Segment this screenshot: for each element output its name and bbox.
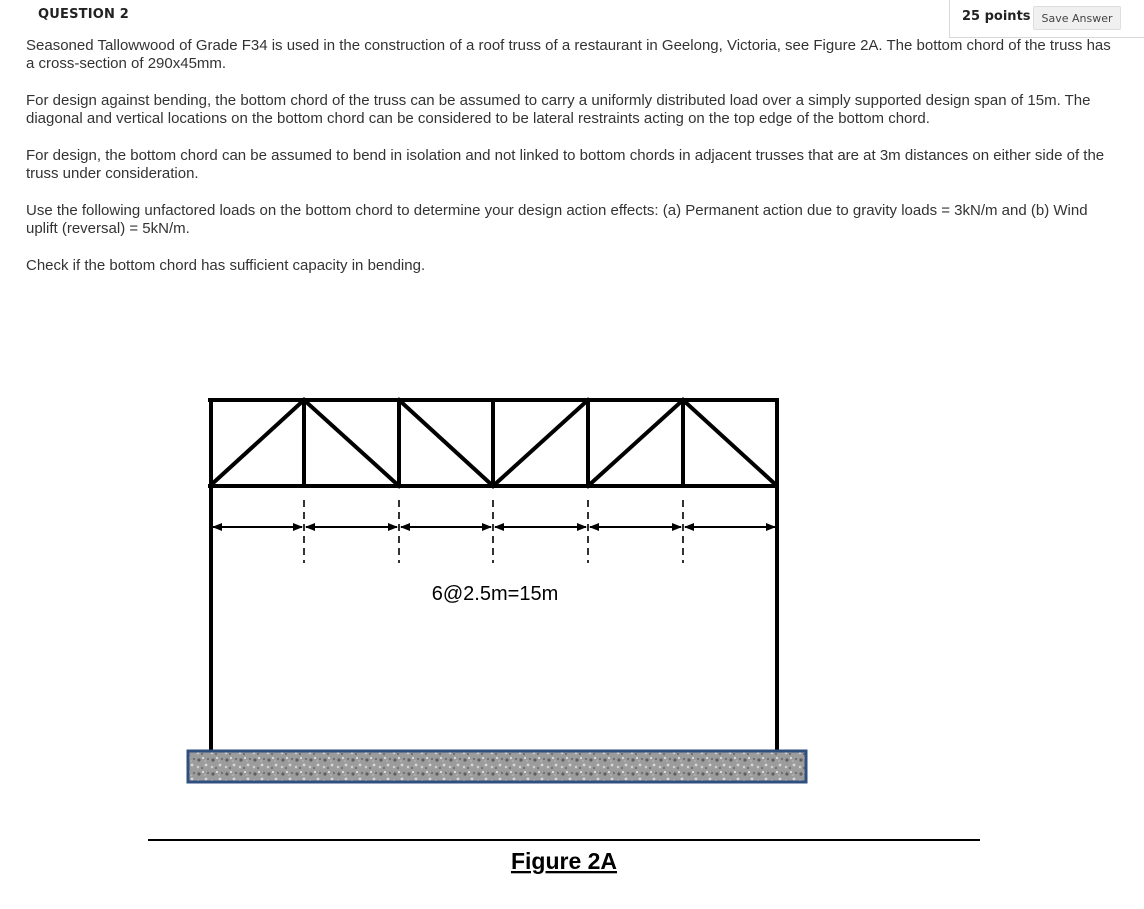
dimension-label: 6@2.5m=15m <box>431 583 559 605</box>
question-paragraph: Seasoned Tallowwood of Grade F34 is used in the construction of a roof truss of a restaurant in Geelong, Victoria, see Figure 2A. The bottom chord of the truss has a cross-section of 290x45mm. <box>26 37 1111 72</box>
ground-slab <box>188 751 806 782</box>
dimension-ticks <box>304 500 683 563</box>
figure-caption: Figure 2A <box>510 848 618 874</box>
truss-diagonal <box>683 400 775 484</box>
truss-diagonal <box>212 400 304 484</box>
points-label: 25 points <box>962 9 1031 24</box>
question-paragraph: For design, the bottom chord can be assumed to bend in isolation and not linked to bottom chords in adjacent trusses that are at 3m distances on either side of the truss under consideration. <box>26 147 1105 182</box>
truss-diagonal <box>588 400 683 486</box>
truss <box>210 400 777 486</box>
question-title: QUESTION 2 <box>38 7 130 22</box>
question-paragraph: Check if the bottom chord has sufficient capacity in bending. <box>26 257 426 274</box>
truss-diagonal <box>304 400 399 486</box>
truss-diagonal <box>493 400 588 486</box>
question-paragraph: Use the following unfactored loads on the bottom chord to determine your design action effects: (a) Permanent action due to gravity loads = 3kN/m and (b) Wind uplift (reversal) = 5kN/m. <box>26 202 1088 237</box>
save-answer-button[interactable]: Save Answer <box>1033 6 1121 30</box>
truss-diagonal <box>399 400 493 486</box>
question-paragraph: For design against bending, the bottom chord of the truss can be assumed to carry a uniformly distributed load over a simply supported design span of 15m. The diagonal and vertical locations on the bottom chord can be considered to be lateral restraints acting on the top edge of the bottom chord. <box>26 92 1091 127</box>
